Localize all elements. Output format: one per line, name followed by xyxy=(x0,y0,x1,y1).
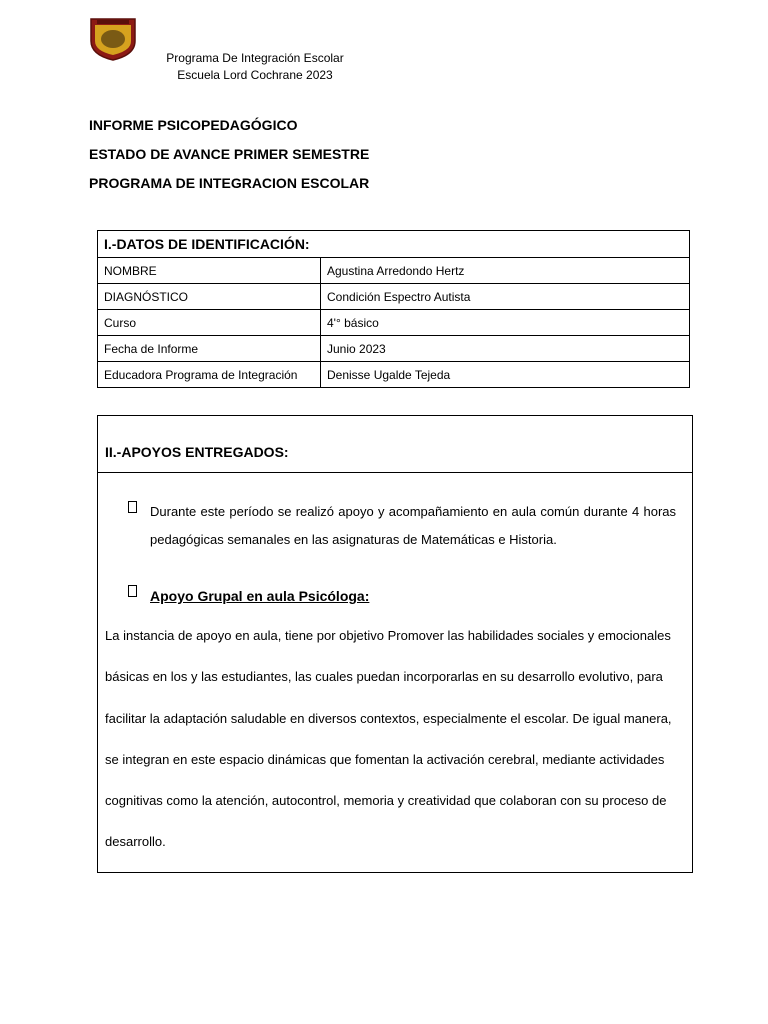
field-label: Fecha de Informe xyxy=(98,336,321,362)
field-value: Agustina Arredondo Hertz xyxy=(321,258,690,284)
report-subtitle: ESTADO DE AVANCE PRIMER SEMESTRE xyxy=(89,146,370,162)
table-row xyxy=(98,284,690,310)
report-title: INFORME PSICOPEDAGÓGICO xyxy=(89,117,298,133)
table-row xyxy=(98,362,690,388)
support-subheading: Apoyo Grupal en aula Psicóloga: xyxy=(150,588,370,604)
support-paragraph: La instancia de apoyo en aula, tiene por objetivo Promover las habilidades sociales y emocionales básicas en los y las estudiantes, las cuales puedan incorporarlas en su desarrollo evolutivo, para facilitar la adaptación saludable en diversos contextos, especialmente el escolar. De igual manera, se integran en este espacio dinámicas que fomentan la activación cerebral, mediante actividades cognitivas como la atención, autocontrol, memoria y creatividad que colaboran con su proceso de desarrollo. xyxy=(105,628,672,850)
field-value: Denisse Ugalde Tejeda xyxy=(321,362,690,388)
supports-section xyxy=(97,415,693,873)
school-crest-logo xyxy=(89,17,137,61)
field-label: Curso xyxy=(98,310,321,336)
field-label: Educadora Programa de Integración xyxy=(98,362,321,388)
report-titles xyxy=(89,116,369,203)
field-label: DIAGNÓSTICO xyxy=(98,284,321,310)
list-item xyxy=(128,498,676,554)
school-header xyxy=(140,50,370,84)
field-value: Condición Espectro Autista xyxy=(321,284,690,310)
field-label: NOMBRE xyxy=(98,258,321,284)
table-row xyxy=(98,310,690,336)
supports-section-title: II.-APOYOS ENTREGADOS: xyxy=(98,416,692,473)
school-name: Escuela Lord Cochrane 2023 xyxy=(177,68,333,82)
table-row xyxy=(98,336,690,362)
program-name: Programa De Integración Escolar xyxy=(166,51,344,65)
support-bullet-text: Durante este período se realizó apoyo y acompañamiento en aula común durante 4 horas pedagógicas semanales en las asignaturas de Matemáticas e Historia. xyxy=(150,504,676,547)
list-item xyxy=(128,582,676,610)
field-value: Junio 2023 xyxy=(321,336,690,362)
identification-table xyxy=(97,230,690,388)
identification-section-title: I.-DATOS DE IDENTIFICACIÓN: xyxy=(98,231,690,258)
bullet-box-icon xyxy=(128,501,137,513)
program-title: PROGRAMA DE INTEGRACION ESCOLAR xyxy=(89,175,370,191)
field-value: 4'° básico xyxy=(321,310,690,336)
bullet-box-icon xyxy=(128,585,137,597)
table-row xyxy=(98,258,690,284)
